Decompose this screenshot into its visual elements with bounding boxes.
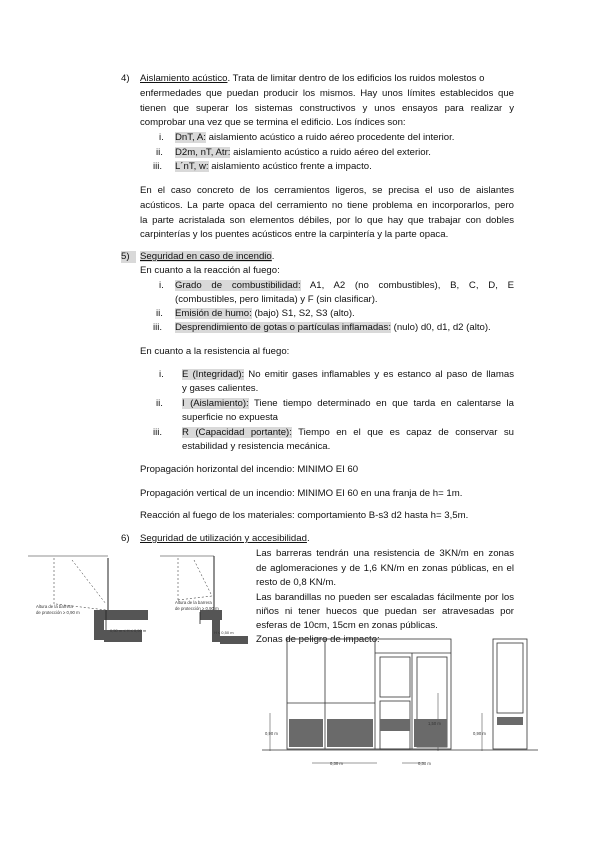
reaction-item: [156, 308, 355, 320]
section-4-para-2-line-3: la parte acristalada son elementos débiles, por lo que hay que trabajar con dobles: [140, 215, 514, 226]
item-description: Tiene tiempo determinado en que tarda en calentarse la: [248, 398, 514, 409]
section-4-heading-line: [140, 73, 484, 85]
section-4-title: Aislamiento acústico: [140, 73, 228, 84]
figure-label: de protección ≥ 0,90 m: [36, 610, 80, 615]
vertical-propagation: Propagación vertical de un incendio: MINIMO EI 60 en una franja de h= 1m.: [140, 488, 463, 499]
item-term: R (Capacidad portante):: [182, 427, 292, 438]
reaction-item-line-2: (combustibles, pero limitada) y F (sin clasificar).: [175, 294, 378, 305]
section-4-intro-line-3: tienen que superar los sistemas constructivos y unos ensayos para realizar y: [140, 103, 514, 114]
resistance-item-line-2: superficie no expuesta: [182, 412, 278, 423]
item-number: ii.: [156, 147, 163, 158]
section-4-number: 4): [121, 73, 130, 84]
section-6-number: 6): [121, 533, 130, 544]
item-number: i.: [159, 369, 164, 380]
item-number: iii.: [153, 322, 163, 333]
figure-dimension: 0,50 m ≤ H ≤ 0,90 m: [110, 628, 147, 633]
item-number: iii.: [153, 427, 163, 438]
dimension-label: 0,30 m: [330, 761, 343, 766]
section-5-heading: [140, 251, 274, 263]
reaction-item: [159, 280, 175, 292]
item-description: aislamiento acústico a ruido aéreo del exterior.: [230, 147, 431, 158]
section-6-para-2-line-2: niños ni tener huecos que puedan ser atravesadas por: [256, 606, 514, 617]
section-4-para-2-line-2: acústicos. La parte opaca del cerramiento no tiene problema en incorporarlos, pero: [140, 200, 514, 211]
item-number: ii.: [156, 398, 163, 409]
item-term: D2m, nT, Atr:: [175, 147, 231, 158]
item-term: Grado de combustibilidad:: [175, 280, 301, 291]
figure-label: Altura de la barrera: [175, 600, 212, 605]
reaction-item: [153, 322, 491, 334]
resistance-item-line-2: estabilidad y resistencia mecánica.: [182, 441, 331, 452]
section-6-para-1-line-2: de aglomeraciones y de 1,6 KN/m en zonas públicas, en el: [256, 563, 514, 574]
dimension-label: 1,50 m: [428, 721, 441, 726]
figure-label: Altura de la barrera: [36, 604, 73, 609]
materials-reaction: Reacción al fuego de los materiales: comportamiento B-s3 d2 hasta h= 3,5m.: [140, 510, 469, 521]
horizontal-propagation: Propagación horizontal del incendio: MINIMO EI 60: [140, 464, 359, 475]
item-term: E (Integridad):: [182, 369, 245, 380]
resistance-intro: En cuanto a la resistencia al fuego:: [140, 346, 290, 357]
item-number: ii.: [156, 308, 163, 319]
section-5-number: 5): [121, 251, 136, 263]
item-description: (bajo) S1, S2, S3 (alto).: [251, 308, 355, 319]
item-description: Tiempo en el que es capaz de conservar su: [291, 427, 514, 438]
resistance-item-line-1: [182, 398, 514, 410]
acoustic-index-item: [159, 132, 454, 144]
item-description: A1, A2 (no combustibles), B, C, D, E: [300, 280, 515, 291]
item-description: aislamiento acústico a ruido aéreo procedente del interior.: [205, 132, 455, 143]
figure-dimension: H ≤ 0,50 m: [214, 630, 234, 635]
resistance-item-line-1: [182, 369, 514, 381]
item-description: (nulo) d0, d1, d2 (alto).: [390, 322, 491, 333]
dimension-label: 0,90 m: [473, 731, 486, 736]
acoustic-index-item: [153, 161, 372, 173]
section-6-para-3: Zonas de peligro de impacto:: [256, 634, 380, 645]
section-6-title-end: .: [306, 533, 310, 544]
section-6-heading: [140, 533, 310, 545]
barrier-height-figure: [28, 552, 250, 652]
section-4-para-2-line-4: carpinterías y los puentes acústicos entre la carpintería y la parte opaca.: [140, 229, 449, 240]
section-6-para-1-line-1: Las barreras tendrán una resistencia de 3KN/m en zonas: [256, 548, 514, 559]
impact-zones-figure: [262, 633, 538, 770]
section-4-intro-line-4: comprobar una vez que se termina el edificio. Los índices son:: [140, 117, 406, 128]
reaction-item-line-1: [175, 280, 514, 292]
item-term: DnT, A:: [175, 132, 206, 143]
section-4-intro-line-2: enfermedades que puedan producir los mismos. Hay unos límites establecidos que: [140, 88, 514, 99]
item-number: i.: [159, 132, 164, 143]
acoustic-index-item: [156, 147, 431, 159]
dimension-label: 0,90 m: [265, 731, 278, 736]
item-number: iii.: [153, 161, 163, 172]
item-term: I (Aislamiento):: [182, 398, 249, 409]
item-description: No emitir gases inflamables y es estanco al paso de llamas: [244, 369, 514, 380]
item-term: L´nT, w:: [175, 161, 209, 172]
section-5-title-end: .: [271, 251, 275, 262]
section-4-intro: . Trata de limitar dentro de los edificios los ruidos molestos o: [227, 73, 485, 84]
reaction-intro: En cuanto a la reacción al fuego:: [140, 265, 280, 276]
section-6-para-2-line-1: Las barandillas no pueden ser escaladas fácilmente por los: [256, 592, 514, 603]
figure-label: de protección ≥ 0,90 m: [175, 606, 219, 611]
section-5-title: Seguridad en caso de incendio: [140, 251, 272, 262]
section-6-para-1-line-3: resto de 0,8 KN/m.: [256, 577, 336, 588]
section-6-para-2-line-3: esferas de 10cm, 15cm en zonas públicas.: [256, 620, 438, 631]
dimension-label: 0,30 m: [418, 761, 431, 766]
section-4-para-2-line-1: En el caso concreto de los cerramientos ligeros, se precisa el uso de aislantes: [140, 185, 514, 196]
section-6-title: Seguridad de utilización y accesibilidad: [140, 533, 307, 544]
resistance-item-line-2: y gases calientes.: [182, 383, 259, 394]
item-number: i.: [159, 280, 164, 291]
item-description: aislamiento acústico frente a impacto.: [208, 161, 372, 172]
resistance-item-line-1: [182, 427, 514, 439]
item-term: Emisión de humo:: [175, 308, 252, 319]
item-term: Desprendimiento de gotas o partículas inflamadas:: [175, 322, 391, 333]
